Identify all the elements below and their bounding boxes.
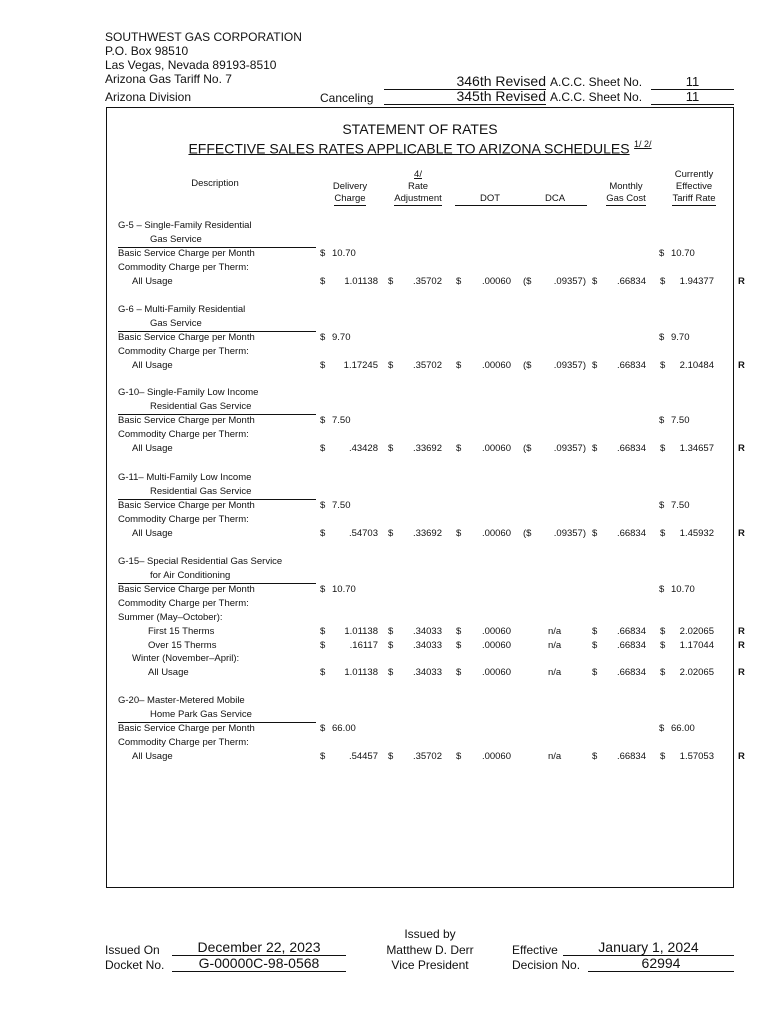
decision-label: Decision No. — [512, 958, 581, 972]
dca-value: .09357) — [553, 528, 586, 539]
monthly-gas-cost-dollar: $ — [592, 276, 598, 287]
monthly-gas-cost-dollar: $ — [592, 667, 598, 678]
dca-paren: ($ — [523, 528, 532, 539]
schedule-name: G-11– Multi-Family Low Income — [118, 472, 252, 483]
dot-dollar: $ — [456, 626, 462, 637]
basic-delivery-value: 10.70 — [332, 248, 356, 259]
col-monthly-l1: Monthly — [609, 181, 643, 192]
delivery-dollar: $ — [320, 528, 326, 539]
current-rate-value: 1.94377 — [679, 276, 714, 287]
delivery-value: 1.01138 — [344, 626, 378, 637]
delivery-dollar: $ — [320, 751, 326, 762]
rate-adj-value: .34033 — [412, 667, 442, 678]
issued-by-title: Vice President — [391, 958, 469, 972]
docket-label: Docket No. — [105, 958, 165, 972]
col-delivery-l2: Charge — [334, 193, 366, 204]
canceled-sheet: 345th Revised — [384, 89, 546, 105]
dca-value: n/a — [548, 751, 562, 762]
delivery-value: 1.17245 — [343, 360, 378, 371]
usage-label: All Usage — [148, 667, 189, 678]
rate-adj-value: .34033 — [412, 640, 442, 651]
dca-value: n/a — [548, 667, 562, 678]
usage-label: First 15 Therms — [148, 626, 215, 637]
monthly-gas-cost-value: .66834 — [616, 276, 646, 287]
rate-adj-value: .35702 — [412, 751, 442, 762]
rate-flag: R — [738, 528, 745, 539]
basic-service-label: Basic Service Charge per Month — [118, 723, 255, 734]
col-rate-adj-l2: Adjustment — [394, 193, 442, 204]
statement-title: STATEMENT OF RATES — [342, 121, 498, 137]
schedule-name: G-20– Master-Metered Mobile — [118, 695, 245, 706]
issued-on-date: December 22, 2023 — [172, 939, 346, 956]
dot-value: .00060 — [481, 276, 511, 287]
rate-adj-dollar: $ — [388, 528, 394, 539]
basic-delivery-value: 7.50 — [332, 500, 351, 511]
dot-dollar: $ — [456, 640, 462, 651]
current-rate-value: 1.57053 — [679, 751, 714, 762]
rate-flag: R — [738, 360, 745, 371]
basic-service-label: Basic Service Charge per Month — [118, 584, 255, 595]
dca-value: n/a — [548, 626, 562, 637]
issued-by-label: Issued by — [404, 927, 456, 941]
canceled-sheet-suffix: A.C.C. Sheet No. — [550, 90, 643, 104]
monthly-gas-cost-dollar: $ — [592, 751, 598, 762]
delivery-value: .16117 — [349, 640, 378, 651]
rate-flag: R — [738, 276, 745, 287]
rate-flag: R — [738, 751, 745, 762]
current-rate-value: 2.10484 — [679, 360, 714, 371]
commodity-label: Commodity Charge per Therm: — [118, 429, 249, 440]
rate-adj-dollar: $ — [388, 443, 394, 454]
dot-value: .00060 — [481, 667, 511, 678]
basic-current-value: 66.00 — [671, 723, 695, 734]
dca-paren: ($ — [523, 360, 532, 371]
usage-label: All Usage — [132, 443, 173, 454]
delivery-value: 1.01138 — [344, 667, 378, 678]
rate-flag: R — [738, 626, 745, 637]
col-description: Description — [191, 178, 239, 189]
current-rate-dollar: $ — [660, 528, 666, 539]
dca-paren: ($ — [523, 443, 532, 454]
rate-adj-value: .33692 — [412, 528, 442, 539]
current-rate-value: 1.17044 — [679, 640, 714, 651]
current-rate-dollar: $ — [660, 667, 666, 678]
rate-adj-value: .34033 — [412, 626, 442, 637]
usage-label: All Usage — [132, 360, 173, 371]
col-current-l2: Effective — [675, 181, 713, 192]
basic-delivery-value: 7.50 — [332, 415, 351, 426]
usage-label: All Usage — [132, 528, 173, 539]
division: Arizona Division — [105, 90, 192, 104]
basic-delivery-value: 9.70 — [332, 332, 351, 343]
usage-label: All Usage — [132, 276, 173, 287]
delivery-dollar: $ — [320, 626, 326, 637]
delivery-value: .54457 — [348, 751, 378, 762]
col-current — [660, 169, 728, 206]
statement-footnotes: 1/ 2/ — [634, 139, 652, 149]
rate-adj-dollar: $ — [388, 751, 394, 762]
basic-current-value: 9.70 — [671, 332, 690, 343]
basic-service-label: Basic Service Charge per Month — [118, 248, 255, 259]
basic-current-value: 7.50 — [671, 500, 690, 511]
current-rate-dollar: $ — [660, 443, 666, 454]
col-dot — [455, 193, 525, 206]
col-rate-adj-l1: Rate — [407, 181, 429, 192]
issued-by-name: Matthew D. Derr — [386, 943, 474, 957]
commodity-label: Commodity Charge per Therm: — [118, 737, 249, 748]
current-rate-value: 2.02065 — [679, 667, 714, 678]
dot-value: .00060 — [481, 751, 511, 762]
current-rate-dollar: $ — [660, 276, 666, 287]
col-monthly — [596, 181, 656, 206]
monthly-gas-cost-dollar: $ — [592, 360, 598, 371]
delivery-dollar: $ — [320, 276, 326, 287]
statement-subtitle: EFFECTIVE SALES RATES APPLICABLE TO ARIZONA SCHEDULES — [188, 140, 630, 157]
docket-number: G-00000C-98-0568 — [172, 955, 346, 972]
delivery-dollar: $ — [320, 360, 326, 371]
monthly-gas-cost-value: .66834 — [616, 640, 646, 651]
col-current-l3: Tariff Rate — [672, 193, 716, 204]
schedule-name-cont: Residential Gas Service — [150, 401, 252, 412]
basic-current-dollar: $ — [659, 500, 665, 511]
col-dca-label: DCA — [523, 193, 587, 206]
dot-dollar: $ — [456, 360, 462, 371]
company-po-box: P.O. Box 98510 — [105, 44, 189, 58]
statement-subtitle-wrap — [106, 139, 734, 158]
current-rate-value: 2.02065 — [679, 626, 714, 637]
rate-flag: R — [738, 667, 745, 678]
dot-value: .00060 — [481, 443, 511, 454]
schedule-name-cont: for Air Conditioning — [150, 570, 231, 581]
schedule-name-cont: Gas Service — [150, 318, 202, 329]
col-rate-adj — [386, 169, 450, 206]
company-name: SOUTHWEST GAS CORPORATION — [105, 30, 302, 44]
col-monthly-l2: Gas Cost — [606, 193, 646, 204]
usage-label: Over 15 Therms — [148, 640, 217, 651]
schedule-name: G-6 – Multi-Family Residential — [118, 304, 246, 315]
schedule-name-cont: Gas Service — [150, 234, 202, 245]
winter-label: Winter (November–April): — [132, 653, 240, 664]
current-rate-dollar: $ — [660, 751, 666, 762]
basic-delivery-value: 10.70 — [332, 584, 356, 595]
current-rate-dollar: $ — [660, 640, 666, 651]
dca-value: .09357) — [553, 360, 586, 371]
dca-paren: ($ — [523, 276, 532, 287]
decision-number: 62994 — [588, 955, 734, 972]
schedule-name: G-5 – Single-Family Residential — [118, 220, 252, 231]
rate-adj-dollar: $ — [388, 276, 394, 287]
dca-value: .09357) — [553, 276, 586, 287]
delivery-value: 1.01138 — [344, 276, 378, 287]
schedule-name: G-15– Special Residential Gas Service — [118, 556, 283, 567]
delivery-value: .43428 — [348, 443, 378, 454]
rate-flag: R — [738, 640, 745, 651]
dot-dollar: $ — [456, 443, 462, 454]
dot-dollar: $ — [456, 276, 462, 287]
basic-current-value: 10.70 — [671, 248, 695, 259]
monthly-gas-cost-value: .66834 — [616, 443, 646, 454]
canceling-label: Canceling — [320, 91, 374, 105]
dca-value: n/a — [548, 640, 562, 651]
commodity-label: Commodity Charge per Therm: — [118, 262, 249, 273]
company-city: Las Vegas, Nevada 89193-8510 — [105, 58, 277, 72]
current-rate-dollar: $ — [660, 360, 666, 371]
basic-delivery-dollar: $ — [320, 248, 326, 259]
schedule-name-cont: Home Park Gas Service — [150, 709, 252, 720]
rate-adj-dollar: $ — [388, 626, 394, 637]
basic-delivery-dollar: $ — [320, 415, 326, 426]
basic-service-label: Basic Service Charge per Month — [118, 500, 255, 511]
basic-service-label: Basic Service Charge per Month — [118, 332, 255, 343]
monthly-gas-cost-dollar: $ — [592, 443, 598, 454]
col-delivery-l1: Delivery — [332, 181, 368, 192]
current-rate-value: 1.45932 — [679, 528, 714, 539]
col-rate-adj-note: 4/ — [414, 169, 422, 180]
monthly-gas-cost-value: .66834 — [616, 751, 646, 762]
issued-on-label: Issued On — [105, 943, 160, 957]
basic-current-dollar: $ — [659, 248, 665, 259]
revised-sheet-no: 11 — [651, 75, 734, 90]
basic-current-dollar: $ — [659, 415, 665, 426]
basic-current-value: 7.50 — [671, 415, 690, 426]
canceled-sheet-no: 11 — [651, 90, 734, 105]
summer-label: Summer (May–October): — [118, 612, 223, 623]
usage-label: All Usage — [132, 751, 173, 762]
basic-delivery-dollar: $ — [320, 584, 326, 595]
basic-delivery-dollar: $ — [320, 500, 326, 511]
monthly-gas-cost-value: .66834 — [616, 667, 646, 678]
rate-adj-dollar: $ — [388, 667, 394, 678]
col-dot-label: DOT — [455, 193, 525, 206]
monthly-gas-cost-value: .66834 — [616, 528, 646, 539]
basic-current-dollar: $ — [659, 332, 665, 343]
monthly-gas-cost-dollar: $ — [592, 626, 598, 637]
dot-value: .00060 — [481, 360, 511, 371]
col-dca — [523, 193, 587, 206]
basic-delivery-value: 66.00 — [332, 723, 356, 734]
schedule-name-cont: Residential Gas Service — [150, 486, 252, 497]
current-rate-dollar: $ — [660, 626, 666, 637]
dot-value: .00060 — [481, 640, 511, 651]
basic-delivery-dollar: $ — [320, 332, 326, 343]
dot-value: .00060 — [481, 626, 511, 637]
commodity-label: Commodity Charge per Therm: — [118, 514, 249, 525]
dca-value: .09357) — [553, 443, 586, 454]
monthly-gas-cost-dollar: $ — [592, 640, 598, 651]
dot-dollar: $ — [456, 751, 462, 762]
basic-delivery-dollar: $ — [320, 723, 326, 734]
basic-current-dollar: $ — [659, 723, 665, 734]
dot-dollar: $ — [456, 528, 462, 539]
dot-dollar: $ — [456, 667, 462, 678]
rate-adj-value: .33692 — [412, 443, 442, 454]
rate-flag: R — [738, 443, 745, 454]
rate-adj-dollar: $ — [388, 640, 394, 651]
tariff-number: Arizona Gas Tariff No. 7 — [105, 72, 232, 86]
monthly-gas-cost-value: .66834 — [616, 626, 646, 637]
rate-adj-value: .35702 — [412, 276, 442, 287]
schedule-name: G-10– Single-Family Low Income — [118, 387, 259, 398]
rate-adj-value: .35702 — [412, 360, 442, 371]
col-delivery — [318, 181, 382, 206]
delivery-dollar: $ — [320, 443, 326, 454]
basic-current-dollar: $ — [659, 584, 665, 595]
col-current-l1: Currently — [674, 169, 714, 180]
monthly-gas-cost-dollar: $ — [592, 528, 598, 539]
delivery-dollar: $ — [320, 667, 326, 678]
rate-adj-dollar: $ — [388, 360, 394, 371]
basic-current-value: 10.70 — [671, 584, 695, 595]
current-rate-value: 1.34657 — [679, 443, 714, 454]
dot-value: .00060 — [481, 528, 511, 539]
basic-service-label: Basic Service Charge per Month — [118, 415, 255, 426]
effective-label: Effective — [512, 943, 558, 957]
delivery-dollar: $ — [320, 640, 326, 651]
effective-date: January 1, 2024 — [563, 939, 734, 956]
revised-sheet: 346th Revised — [384, 74, 546, 90]
revised-sheet-suffix: A.C.C. Sheet No. — [550, 75, 643, 89]
monthly-gas-cost-value: .66834 — [616, 360, 646, 371]
delivery-value: .54703 — [348, 528, 378, 539]
commodity-label: Commodity Charge per Therm: — [118, 346, 249, 357]
commodity-label: Commodity Charge per Therm: — [118, 598, 249, 609]
